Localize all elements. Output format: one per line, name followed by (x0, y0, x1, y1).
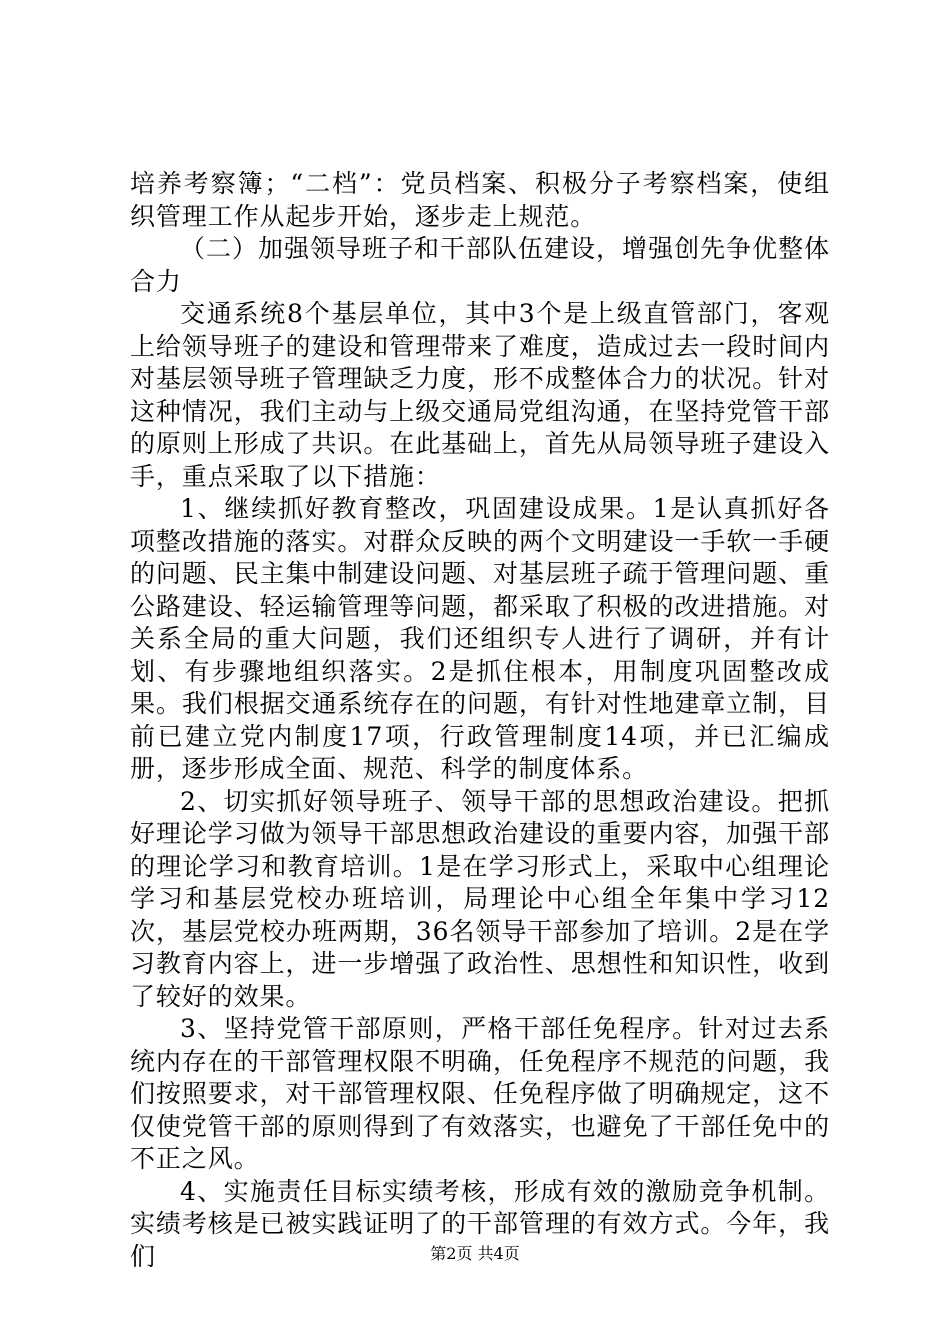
paragraph-intro: 交通系统8个基层单位，其中3个是上级直管部门，客观上给领导班子的建设和管理带来了难度，造成过去一段时间内对基层领导班子管理缺乏力度，形不成整体合力的状况。针对这种情况，我们主动与上级交通局党组沟通，在坚持党管干部的原则上形成了共识。在此基础上，首先从局领导班子建设入手，重点采取了以下措施： (130, 299, 830, 491)
paragraph-item-2: 2、切实抓好领导班子、领导干部的思想政治建设。把抓好理论学习做为领导干部思想政治建设的重要内容，加强干部的理论学习和教育培训。1是在学习形式上，采取中心组理论学习和基层党校办班培训，局理论中心组全年集中学习12次，基层党校办班两期，36名领导干部参加了培训。2是在学习教育内容上，进一步增强了政治性、思想性和知识性，收到了较好的效果。 (130, 786, 830, 1011)
paragraph-item-3: 3、坚持党管干部原则，严格干部任免程序。针对过去系统内存在的干部管理权限不明确，任免程序不规范的问题，我们按照要求，对干部管理权限、任免程序做了明确规定，这不仅使党管干部的原则得到了有效落实，也避免了干部任免中的不正之风。 (130, 1014, 830, 1173)
document-body (130, 168, 830, 1273)
paragraph-item-4: 4、实施责任目标实绩考核，形成有效的激励竞争机制。实绩考核是已被实践证明了的干部管理的有效方式。今年，我们 (130, 1176, 830, 1271)
page-footer (0, 1244, 950, 1264)
section-heading: （二）加强领导班子和干部队伍建设，增强创先争优整体合力 (130, 234, 830, 296)
paragraph-continuation: 培养考察簿；“二档”：党员档案、积极分子考察档案，使组织管理工作从起步开始，逐步走上规范。 (130, 169, 830, 231)
page-number-label: 第2页 共4页 (430, 1244, 520, 1263)
paragraph-item-1: 1、继续抓好教育整改，巩固建设成果。1是认真抓好各项整改措施的落实。对群众反映的两个文明建设一手软一手硬的问题、民主集中制建设问题、对基层班子疏于管理问题、重公路建设、轻运输管理等问题，都采取了积极的改进措施。对关系全局的重大问题，我们还组织专人进行了调研，并有计划、有步骤地组织落实。2是抓住根本，用制度巩固整改成果。我们根据交通系统存在的问题，有针对性地建章立制，目前已建立党内制度17项，行政管理制度14项，并已汇编成册，逐步形成全面、规范、科学的制度体系。 (130, 494, 830, 783)
